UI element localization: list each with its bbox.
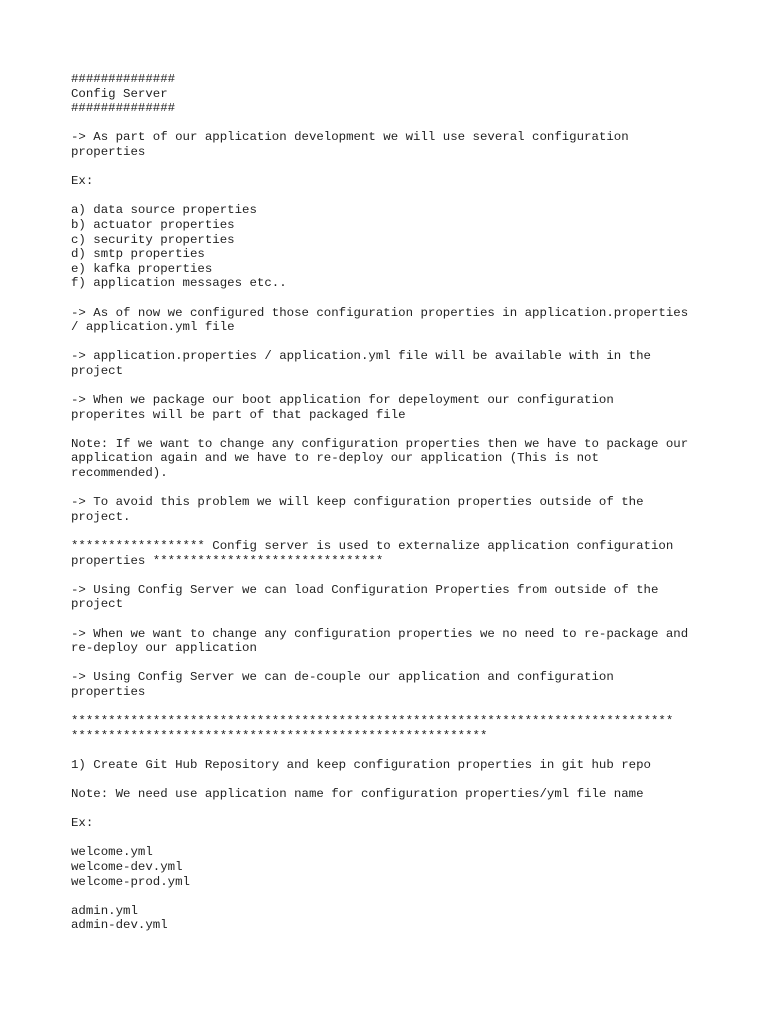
text-block [71, 670, 711, 699]
text-block [71, 349, 711, 378]
text-line: recommended). [71, 466, 168, 481]
text-block [71, 306, 711, 335]
text-line: ******************************************************** [71, 728, 488, 743]
title-rule-bottom: ############## [71, 101, 176, 116]
text-line: properties [71, 144, 146, 159]
text-line: -> As part of our application development we will use several configuration [71, 130, 629, 145]
text-line: properties ******************************* [71, 553, 384, 568]
text-block [71, 130, 711, 159]
text-line: properites will be part of that packaged file [71, 407, 406, 422]
text-line: -> To avoid this problem we will keep configuration properties outside of the [71, 495, 644, 510]
text-line: f) application messages etc.. [71, 276, 287, 291]
text-line: Ex: [71, 816, 94, 831]
text-block [71, 758, 711, 773]
document-body [71, 130, 711, 933]
text-line: project. [71, 509, 131, 524]
text-line: welcome.yml [71, 845, 153, 860]
text-block [71, 583, 711, 612]
text-block [71, 203, 711, 291]
text-line: -> Using Config Server we can load Configuration Properties from outside of the [71, 582, 659, 597]
text-line: application again and we have to re-deploy our application (This is not [71, 451, 599, 466]
text-line: c) security properties [71, 232, 235, 247]
text-block [71, 904, 711, 933]
text-line: -> When we want to change any configuration properties we no need to re-package and [71, 626, 689, 641]
text-block [71, 539, 711, 568]
text-line: -> As of now we configured those configuration properties in application.properties [71, 305, 689, 320]
text-line: a) data source properties [71, 203, 257, 218]
text-block [71, 845, 711, 889]
text-line: welcome-prod.yml [71, 874, 190, 889]
text-line: Ex: [71, 174, 94, 189]
text-block [71, 437, 711, 481]
text-block [71, 714, 711, 743]
title-rule-top: ############## [71, 72, 176, 86]
text-line: e) kafka properties [71, 261, 213, 276]
text-line: -> application.properties / application.yml file will be available with in the [71, 349, 651, 364]
text-block [71, 816, 711, 831]
text-line: / application.yml file [71, 320, 235, 335]
text-line: admin.yml [71, 903, 138, 918]
page-title: Config Server [71, 86, 168, 101]
text-block [71, 787, 711, 802]
text-line: admin-dev.yml [71, 918, 168, 933]
document-page [71, 72, 711, 948]
text-line: b) actuator properties [71, 217, 235, 232]
text-line: 1) Create Git Hub Repository and keep configuration properties in git hub repo [71, 757, 651, 772]
text-line: Note: If we want to change any configuration properties then we have to package our [71, 436, 689, 451]
text-line: Note: We need use application name for configuration properties/yml file name [71, 787, 644, 802]
text-line: properties [71, 684, 146, 699]
text-line: re-deploy our application [71, 641, 257, 656]
text-line: ****************** Config server is used to externalize application configuration [71, 539, 674, 553]
text-line: d) smtp properties [71, 247, 205, 262]
text-line: project [71, 597, 124, 612]
text-line: project [71, 363, 124, 378]
text-line: welcome-dev.yml [71, 860, 183, 875]
title-block [71, 72, 711, 116]
text-line: -> When we package our boot application for depeloyment our configuration [71, 393, 614, 408]
text-block [71, 495, 711, 524]
text-block [71, 627, 711, 656]
text-line: ********************************************************************************* [71, 714, 674, 729]
text-block [71, 174, 711, 189]
text-block [71, 393, 711, 422]
text-line: -> Using Config Server we can de-couple our application and configuration [71, 670, 614, 685]
